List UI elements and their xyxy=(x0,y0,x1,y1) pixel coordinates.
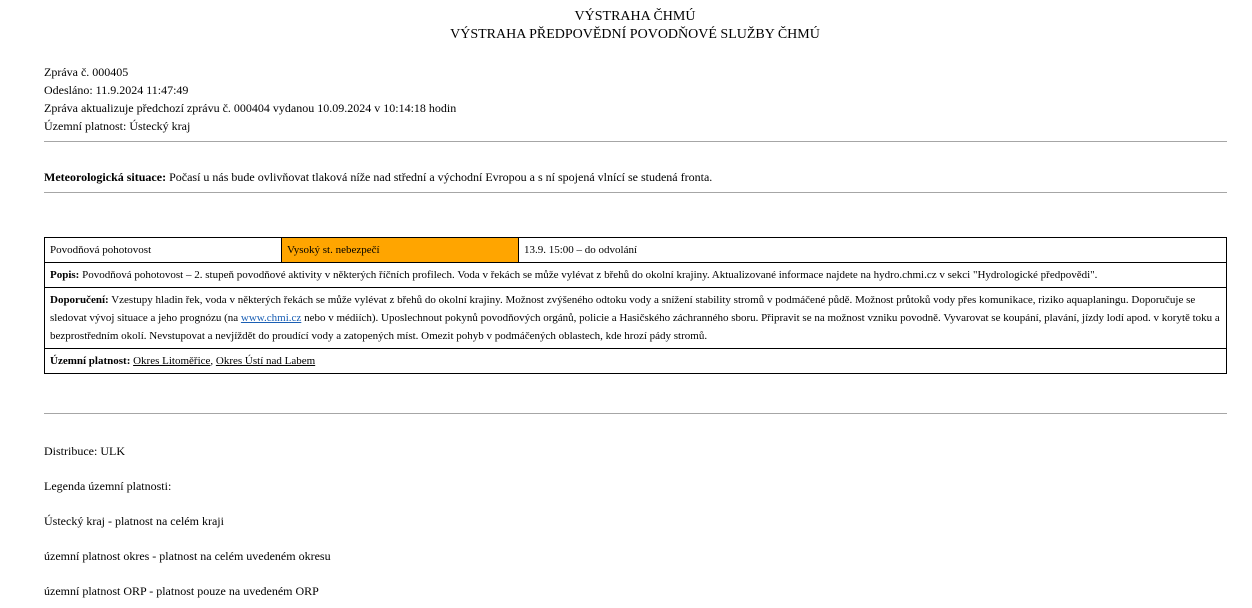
territorial-validity: Územní platnost: Ústecký kraj xyxy=(44,119,191,133)
meteo-label: Meteorologická situace: xyxy=(44,170,167,184)
area-separator: , xyxy=(210,355,216,367)
area-label: Územní platnost: xyxy=(50,355,131,367)
recommendation-text-end: nebo v médiích). Uposlechnout pokynů povodňových orgánů, policie a Hasičského záchranného sboru. Připravit se na možnost vzniku povodně. Vyvarovat se koupání, plavání, jízdy lodí apod. v korytě toku a bezprostředním okolí. Nevstupovat a nevjíždět do proudící vody a zatopených míst. Omezit pohyb v podmáčených oblastech, kde hrozí pády stromů. xyxy=(50,312,1220,342)
recommendation-text-start: Vzestupy hladin řek, voda v některých řekách se může vylévat z břehů do okolní krajiny. Možnost zvýšeného odtoku vody a snížení stability stromů v podmáčené půdě. Možnost průtoků vody přes komunikace, riziko aquaplaningu. Doporučuje se sledovat vývoj situace a jeho prognózu (na xyxy=(50,294,1196,324)
document-subtitle: VÝSTRAHA PŘEDPOVĚDNÍ POVODŇOVÉ SLUŽBY ČHMÚ xyxy=(450,27,820,42)
area-link-litomerice[interactable]: Okres Litoměřice xyxy=(133,355,211,367)
warning-period: 13.9. 15:00 – do odvolání xyxy=(519,238,1227,263)
divider xyxy=(44,192,1227,193)
divider xyxy=(44,141,1227,142)
description-row xyxy=(45,263,1227,288)
legend-title: Legenda územní platnosti: xyxy=(44,479,172,493)
legend-item: územní platnost okres - platnost na celém uvedeném okresu xyxy=(44,549,331,563)
legend-item: Ústecký kraj - platnost na celém kraji xyxy=(44,514,224,528)
sent-timestamp: Odesláno: 11.9.2024 11:47:49 xyxy=(44,83,189,97)
meteorological-situation xyxy=(44,169,712,185)
recommendation-row xyxy=(45,288,1227,349)
distribution: Distribuce: ULK xyxy=(44,444,125,458)
recommendation-cell xyxy=(45,288,1227,349)
area-cell xyxy=(45,349,1227,374)
updates-previous-report: Zpráva aktualizuje předchozí zprávu č. 000404 vydanou 10.09.2024 v 10:14:18 hodin xyxy=(44,101,457,115)
description-text: Povodňová pohotovost – 2. stupeň povodňové aktivity v některých říčních profilech. Voda v řekách se může vylévat z břehů do okolní krajiny. Aktualizované informace najdete na hydro.chmi.cz v sekci "Hydrologické předpovědi". xyxy=(79,269,1098,281)
warning-type: Povodňová pohotovost xyxy=(45,238,282,263)
report-meta xyxy=(44,63,456,135)
chmi-website-link[interactable]: www.chmi.cz xyxy=(240,312,302,324)
description-cell xyxy=(45,263,1227,288)
area-row xyxy=(45,349,1227,374)
warning-table xyxy=(44,237,1227,374)
severity-badge: Vysoký st. nebezpečí xyxy=(282,238,519,263)
warning-header-row xyxy=(45,238,1227,263)
legend-item: územní platnost ORP - platnost pouze na uvedeném ORP xyxy=(44,584,319,598)
divider xyxy=(44,413,1227,414)
area-link-usti-nad-labem[interactable]: Okres Ústí nad Labem xyxy=(215,355,316,367)
document-title: VÝSTRAHA ČHMÚ xyxy=(574,9,696,24)
description-label: Popis: xyxy=(50,269,80,281)
recommendation-label: Doporučení: xyxy=(50,294,109,306)
meteo-text: Počasí u nás bude ovlivňovat tlaková níže nad střední a východní Evropou a s ní spojená vlnící se studená fronta. xyxy=(166,170,713,184)
report-number: Zpráva č. 000405 xyxy=(44,65,129,79)
document-header xyxy=(0,8,1252,44)
